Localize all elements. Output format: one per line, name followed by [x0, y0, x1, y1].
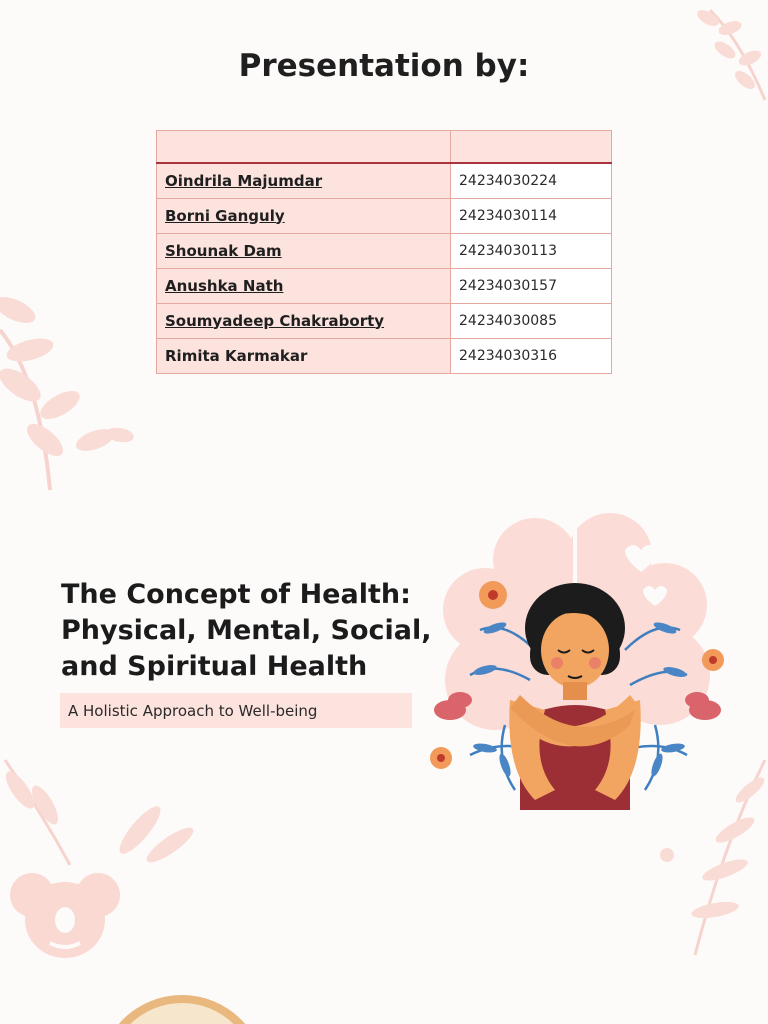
- orange-circle-image: [100, 995, 265, 1024]
- member-name-cell[interactable]: [157, 268, 451, 303]
- member-name-link[interactable]: Oindrila Majumdar: [165, 171, 323, 190]
- member-name-cell: [157, 338, 451, 373]
- slide-subtitle: A Holistic Approach to Well-being: [68, 701, 318, 720]
- member-id-cell: 24234030224: [451, 163, 612, 198]
- member-id-cell: 24234030113: [451, 233, 612, 268]
- member-name-cell[interactable]: [157, 233, 451, 268]
- member-id-cell: 24234030114: [451, 198, 612, 233]
- header-cell-name: [157, 131, 451, 164]
- table-row: [157, 303, 612, 338]
- member-name-link[interactable]: Soumyadeep Chakraborty: [165, 311, 385, 330]
- table-header-row: [157, 131, 612, 164]
- member-name-cell[interactable]: [157, 198, 451, 233]
- member-id-cell: 24234030316: [451, 338, 612, 373]
- member-table: [156, 130, 612, 374]
- title-line: and Spiritual Health: [61, 651, 368, 682]
- subtitle-box: [60, 693, 412, 728]
- member-name-link[interactable]: Shounak Dam: [165, 241, 282, 260]
- koala-icon: [10, 865, 120, 960]
- header-cell-id: [451, 131, 612, 164]
- member-name-text: Rimita Karmakar: [165, 346, 308, 365]
- table-row: [157, 338, 612, 373]
- member-id-cell: 24234030085: [451, 303, 612, 338]
- member-name-cell[interactable]: [157, 303, 451, 338]
- member-name-link[interactable]: Borni Ganguly: [165, 206, 285, 225]
- member-id-cell: 24234030157: [451, 268, 612, 303]
- table-row: [157, 198, 612, 233]
- leaf-sprig-icon: [0, 750, 200, 870]
- title-line: The Concept of Health:: [61, 579, 411, 610]
- member-name-cell[interactable]: [157, 163, 451, 198]
- woman-self-hug-illustration: [425, 510, 735, 810]
- table-row: [157, 268, 612, 303]
- table-row: [157, 163, 612, 198]
- title-line: Physical, Mental, Social,: [61, 615, 432, 646]
- member-name-link[interactable]: Anushka Nath: [165, 276, 284, 295]
- table-row: [157, 233, 612, 268]
- slide-title: [61, 577, 441, 685]
- page-heading: Presentation by:: [238, 48, 530, 84]
- leaf-sprig-icon: [0, 290, 140, 510]
